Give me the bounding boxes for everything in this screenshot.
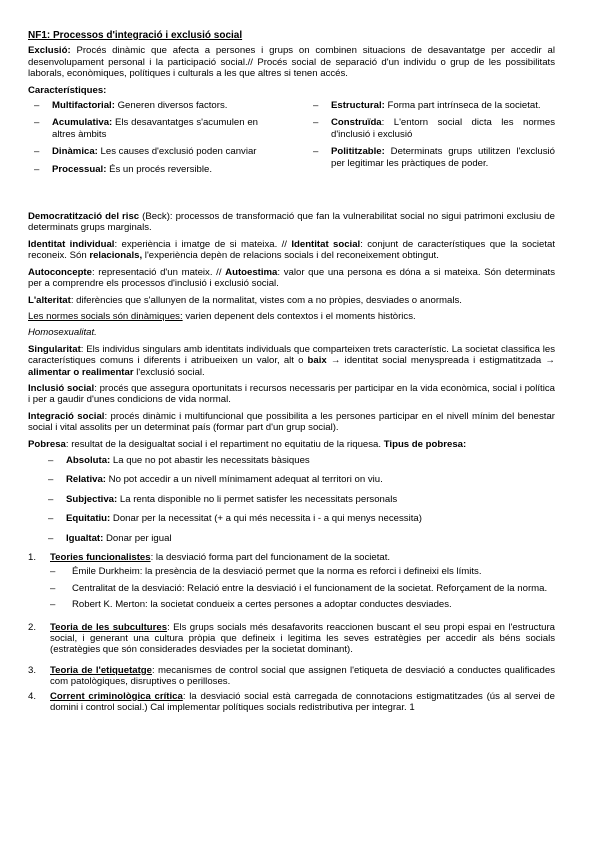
definition-text: : Els individus singulars amb identitats individuals que comparteixen trets característic. La societat classifica les característiques comuns i diferents i atribueixen un valor, alt o bbox=[28, 343, 555, 367]
definition-text: : procés dinàmic i multifuncional que possibilita a les persones participar en el nivell mínim del benestar social i vital assolits per un determinat país (formar part d'un grup social). bbox=[28, 410, 555, 434]
dash-bullet: – bbox=[48, 513, 54, 525]
definition-text: l'experiència depèn de relacions socials i del reconeixement obtingut. bbox=[142, 250, 439, 262]
dash-bullet: – bbox=[48, 493, 54, 505]
definition-text: : diferències que s'allunyen de la normalitat, vistes com a no pròpies, desviades o anormals. bbox=[70, 294, 462, 306]
democratitzacio-paragraph bbox=[28, 211, 555, 234]
definition-text: : representació d'un mateix. // bbox=[91, 266, 226, 278]
underlined-phrase: Les normes socials són dinàmiques: bbox=[28, 310, 183, 322]
alteritat-paragraph bbox=[28, 295, 555, 306]
singularitat-paragraph bbox=[28, 344, 555, 378]
term: Subjectiva: bbox=[66, 493, 118, 505]
inclusio-paragraph bbox=[28, 383, 555, 406]
term: Absoluta: bbox=[66, 454, 111, 466]
homosexualitat-note: Homosexualitat. bbox=[28, 327, 97, 339]
autoconcepte-paragraph bbox=[28, 267, 555, 290]
item-number: 2. bbox=[28, 621, 37, 633]
integracio-paragraph bbox=[28, 411, 555, 434]
definition-text: La que no pot abastir les necessitats bàsiques bbox=[110, 454, 310, 466]
dash-bullet: – bbox=[50, 582, 56, 594]
item-number: 1. bbox=[28, 552, 37, 563]
sub-list-item bbox=[50, 599, 555, 610]
term: Igualtat: bbox=[66, 532, 104, 544]
list-item bbox=[307, 117, 555, 140]
caracteristiques-heading: Característiques: bbox=[28, 84, 107, 96]
definition-text: : resultat de la desigualtat social i el repartiment no equitatiu de la riquesa. bbox=[65, 438, 384, 450]
numbered-item bbox=[28, 691, 555, 714]
term: L'alteritat bbox=[28, 294, 71, 306]
dash-bullet: – bbox=[34, 146, 40, 158]
sub-item-text: Émile Durkheim: la presència de la desviació permet que la norma es reforci i defineixi els límits. bbox=[72, 566, 482, 578]
term: Teories funcionalistes bbox=[50, 552, 151, 563]
sub-item-text: Robert K. Merton: la societat condueix a certes persones a adoptar conductes desviades. bbox=[72, 599, 452, 611]
term: Democratització del risc bbox=[28, 211, 140, 223]
sub-item-text: Centralitat de la desviació: Relació entre la desviació i el funcionament de la societat. Reforçament de la norma. bbox=[72, 582, 548, 594]
definition-text: : la desviació forma part del funcionament de la societat. bbox=[150, 552, 391, 563]
numbered-item bbox=[28, 665, 555, 688]
caracteristiques-right-column bbox=[307, 100, 555, 181]
definition-text: No pot accedir a un nivell mínimament adequat al territori on viu. bbox=[106, 474, 383, 486]
list-item bbox=[28, 146, 276, 157]
dash-bullet: – bbox=[48, 532, 54, 544]
definition-text: : experiència i imatge de si mateixa. // bbox=[114, 238, 292, 250]
list-item bbox=[28, 164, 276, 175]
definition-text: Les causes d'exclusió poden canviar bbox=[97, 146, 257, 158]
list-item bbox=[307, 100, 555, 111]
definition-text: Forma part intrínseca de la societat. bbox=[384, 100, 541, 112]
definition-text: varien depenent dels contextos i el moments històrics. bbox=[182, 310, 416, 322]
dash-bullet: – bbox=[48, 454, 54, 466]
dash-bullet: – bbox=[34, 163, 40, 175]
definition-text: : conjunt de característiques que la societat reconeix. Són bbox=[28, 238, 556, 262]
term: Estructural: bbox=[331, 100, 385, 112]
term: Teoria de les subcultures bbox=[50, 621, 168, 633]
dash-bullet: – bbox=[313, 117, 319, 129]
item-number: 4. bbox=[28, 690, 37, 702]
list-item bbox=[28, 494, 555, 505]
term: Autoestima bbox=[225, 266, 278, 278]
definition-text: l'exclusió social. bbox=[133, 366, 205, 378]
term: Polititzable: bbox=[331, 146, 385, 158]
term: Equitatiu: bbox=[66, 513, 111, 525]
definition-text: (Beck): processos de transformació que fan la vulnerabilitat social no sigui patrimoni exclusiu de determinats grups marginals. bbox=[28, 211, 555, 234]
term: alimentar o realimentar bbox=[28, 366, 134, 378]
term: Identitat social bbox=[291, 238, 361, 250]
dash-bullet: – bbox=[313, 100, 319, 112]
term: Singularitat bbox=[28, 343, 81, 355]
dash-bullet: – bbox=[50, 566, 56, 578]
term: Relativa: bbox=[66, 474, 106, 486]
definition-text: Donar per igual bbox=[103, 532, 172, 544]
sub-list-item bbox=[50, 583, 555, 594]
dash-bullet: – bbox=[34, 100, 40, 112]
document-page bbox=[28, 30, 555, 716]
term: Tipus de pobresa: bbox=[383, 438, 467, 450]
definition-text: : L'entorn social dicta les normes d'inclusió i exclusió bbox=[331, 117, 555, 140]
list-item bbox=[28, 100, 276, 111]
item-number: 3. bbox=[28, 664, 37, 676]
pobresa-paragraph bbox=[28, 439, 555, 450]
normes-paragraph bbox=[28, 311, 555, 322]
dash-bullet: – bbox=[48, 474, 54, 486]
term: Corrent criminològica crítica bbox=[50, 690, 183, 702]
term: Identitat individual bbox=[28, 238, 115, 250]
term: Inclusió social bbox=[28, 382, 95, 394]
identitat-paragraph bbox=[28, 239, 555, 262]
list-item bbox=[28, 474, 555, 485]
list-item bbox=[28, 533, 555, 544]
list-item bbox=[28, 455, 555, 466]
exclusio-definition bbox=[28, 45, 555, 79]
definition-text: : Els grups socials més desafavorits reaccionen buscant el seu propi espai en l'estructura social, i generant una cultura pròpia que defineix i legitima les seves estratègies per accedir als béns socials (estratègies que són considerades desviades per la societat dominant). bbox=[50, 621, 555, 656]
caracteristiques-left-column bbox=[28, 100, 276, 181]
definition-text: : procés que assegura oportunitats i recursos necessaris per participar en la vida econòmica, social i política i per a gaudir d'unes condicions de vida normal. bbox=[28, 382, 555, 406]
theories-list bbox=[28, 552, 555, 713]
term: Pobresa bbox=[28, 438, 66, 450]
definition-text: → identitat social menyspreada i estigmatitzada → bbox=[326, 355, 555, 367]
term: Teoria de l'etiquetatge bbox=[50, 664, 152, 676]
caracteristiques-columns bbox=[28, 100, 555, 181]
term: baix bbox=[307, 355, 327, 367]
definition-text: La renta disponible no li permet satisfer les necessitats personals bbox=[117, 493, 398, 505]
definition-text: : la desviació social està carregada de connotacions estigmatitzades (ús al servei de domini i control social.) Cal implementar polítiques socials redistributiva per integrar. 1 bbox=[50, 690, 555, 714]
definition-text: : mecanismes de control social que assignen l'etiqueta de desviació a conductes qualificades com patològiques, disruptives o perilloses. bbox=[50, 664, 555, 688]
definition-text: : valor que una persona es dóna a si mateixa. Són determinats per a comprendre els processos d'inclusió i exclusió social. bbox=[28, 266, 555, 290]
numbered-item bbox=[28, 622, 555, 656]
numbered-item bbox=[28, 552, 555, 563]
term: Autoconcepte bbox=[28, 266, 92, 278]
dash-bullet: – bbox=[50, 599, 56, 611]
term: Dinàmica: bbox=[52, 146, 98, 158]
list-item bbox=[28, 117, 276, 140]
term: Acumulativa: bbox=[52, 117, 113, 129]
term: Multifactorial: bbox=[52, 100, 115, 112]
term: relacionals, bbox=[89, 250, 143, 262]
term: Construïda bbox=[331, 117, 382, 129]
dash-bullet: – bbox=[313, 146, 319, 158]
definition-text: Procés dinàmic que afecta a persones i grups on combinen situacions de desavantatge per accedir al desenvolupament personal i la participació social.// Procés social de separació d'un individu o grup de les possibilitats laborals, econòmiques, polítiques i culturals a les que altres si tenen accés. bbox=[28, 45, 555, 80]
sub-list-item bbox=[50, 566, 555, 577]
definition-text: És un procés reversible. bbox=[106, 163, 212, 175]
definition-text: Determinats grups utilitzen l'exclusió per legitimar les pràctiques de poder. bbox=[331, 146, 555, 169]
term: Exclusió: bbox=[28, 45, 71, 57]
definition-text: Donar per la necessitat (+ a qui més necessita i - a qui menys necessita) bbox=[110, 513, 422, 525]
term: Processual: bbox=[52, 163, 107, 175]
pobresa-types-list bbox=[28, 455, 555, 544]
definition-text: Generen diversos factors. bbox=[114, 100, 228, 112]
term: Integració social bbox=[28, 410, 105, 422]
document-title: NF1: Processos d'integració i exclusió social bbox=[28, 30, 243, 41]
definition-text: Els desavantatges s'acumulen en altres àmbits bbox=[52, 117, 258, 140]
dash-bullet: – bbox=[34, 117, 40, 129]
list-item bbox=[307, 146, 555, 169]
list-item bbox=[28, 513, 555, 524]
